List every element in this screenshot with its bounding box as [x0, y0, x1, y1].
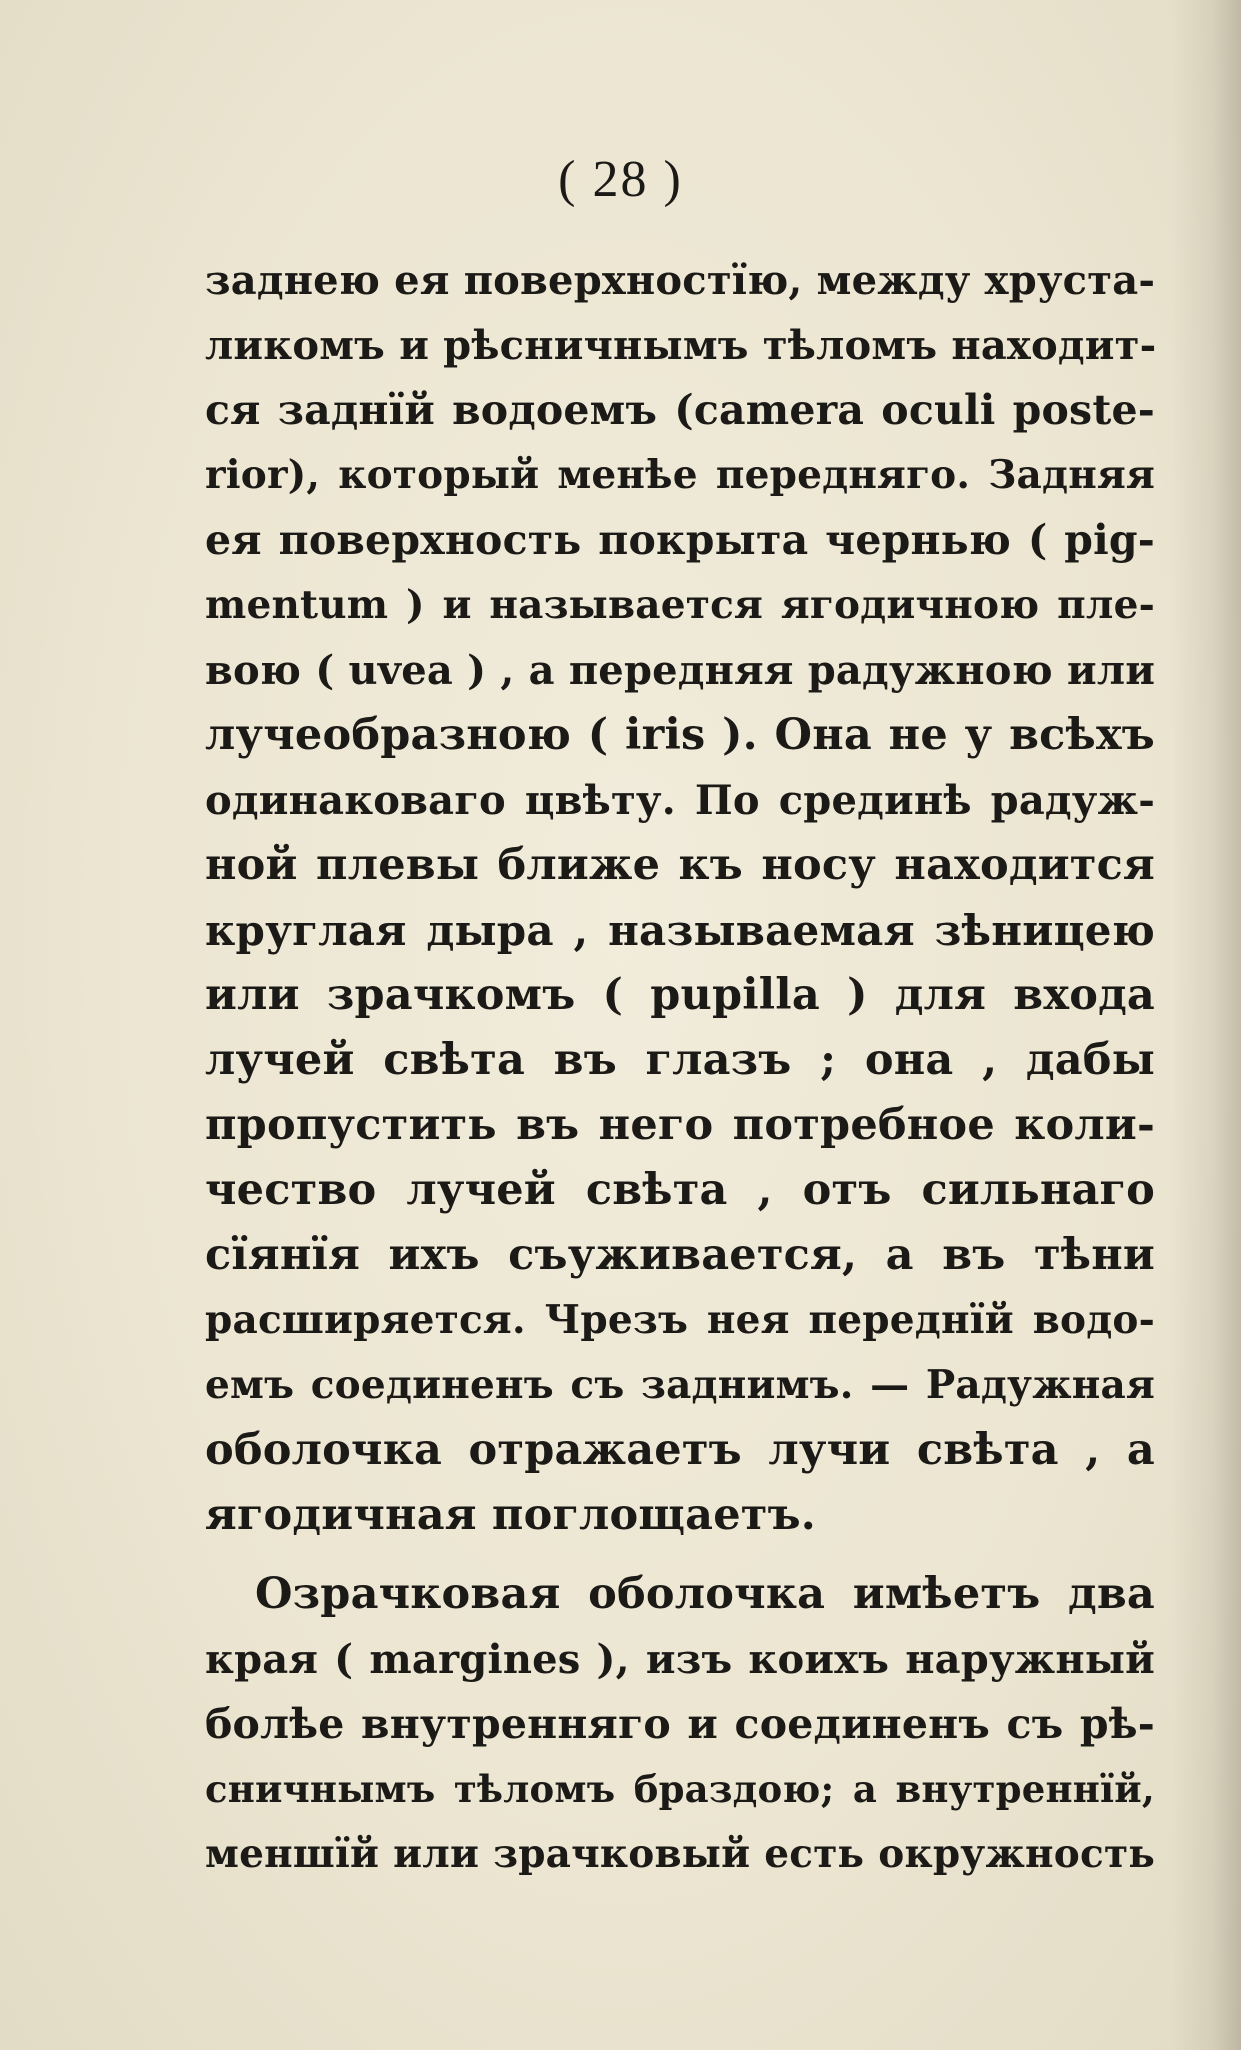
text-line: края ( margines ), изъ коихъ наружный — [205, 1636, 1155, 1683]
text-line: круглая дыра , называемая зѣницею — [205, 906, 1155, 955]
text-line: ея поверхность покрыта чернью ( pig- — [205, 516, 1155, 564]
text-line: сничнымъ тѣломъ браздою; а внутреннїй, — [205, 1767, 1155, 1811]
text-line: одинаковаго цвѣту. По срединѣ радуж- — [205, 777, 1155, 824]
text-line: rior), который менѣе передняго. Задняя — [205, 452, 1155, 498]
text-line: или зрачкомъ ( pupilla ) для входа — [205, 970, 1155, 1020]
text-line: mentum ) и называется ягодичною пле- — [205, 582, 1155, 628]
text-line: ной плевы ближе къ носу находится — [205, 840, 1155, 890]
text-line: чество лучей свѣта , отъ сильнаго — [205, 1165, 1155, 1215]
text-line: оболочка отражаетъ лучи свѣта , а — [205, 1425, 1155, 1475]
body-text — [205, 248, 1155, 1887]
text-line: заднею ея поверхностїю, между хруста- — [205, 257, 1156, 304]
text-line: болѣе внутренняго и соединенъ съ рѣ- — [205, 1700, 1155, 1748]
text-line: меншїй или зрачковый есть окружность — [205, 1831, 1155, 1877]
text-line: пропустить въ него потребное коли- — [205, 1100, 1155, 1150]
text-line: лучей свѣта въ глазъ ; она , дабы — [205, 1035, 1155, 1085]
text-line: вою ( uvea ) , а передняя радужною или — [205, 647, 1156, 694]
text-line: сїянїя ихъ съуживается, а въ тѣни — [205, 1230, 1155, 1280]
text-line: ягодичная поглощаетъ. — [205, 1490, 816, 1540]
paragraph-gap — [205, 1548, 1155, 1562]
page-edge-shadow — [1171, 0, 1241, 2050]
text-line: емъ соединенъ съ заднимъ. — Радужная — [205, 1362, 1155, 1408]
page-number: ( 28 ) — [558, 151, 683, 208]
text-line: лучеобразною ( iris ). Она не у всѣхъ — [205, 710, 1155, 760]
text-line: Озрачковая оболочка имѣетъ два — [255, 1569, 1155, 1619]
text-line: ся заднїй водоемъ (camera oculi poste- — [205, 386, 1155, 434]
text-line: расширяется. Чрезъ нея переднїй водо- — [205, 1297, 1155, 1343]
text-line: ликомъ и рѣсничнымъ тѣломъ находит- — [205, 322, 1157, 369]
